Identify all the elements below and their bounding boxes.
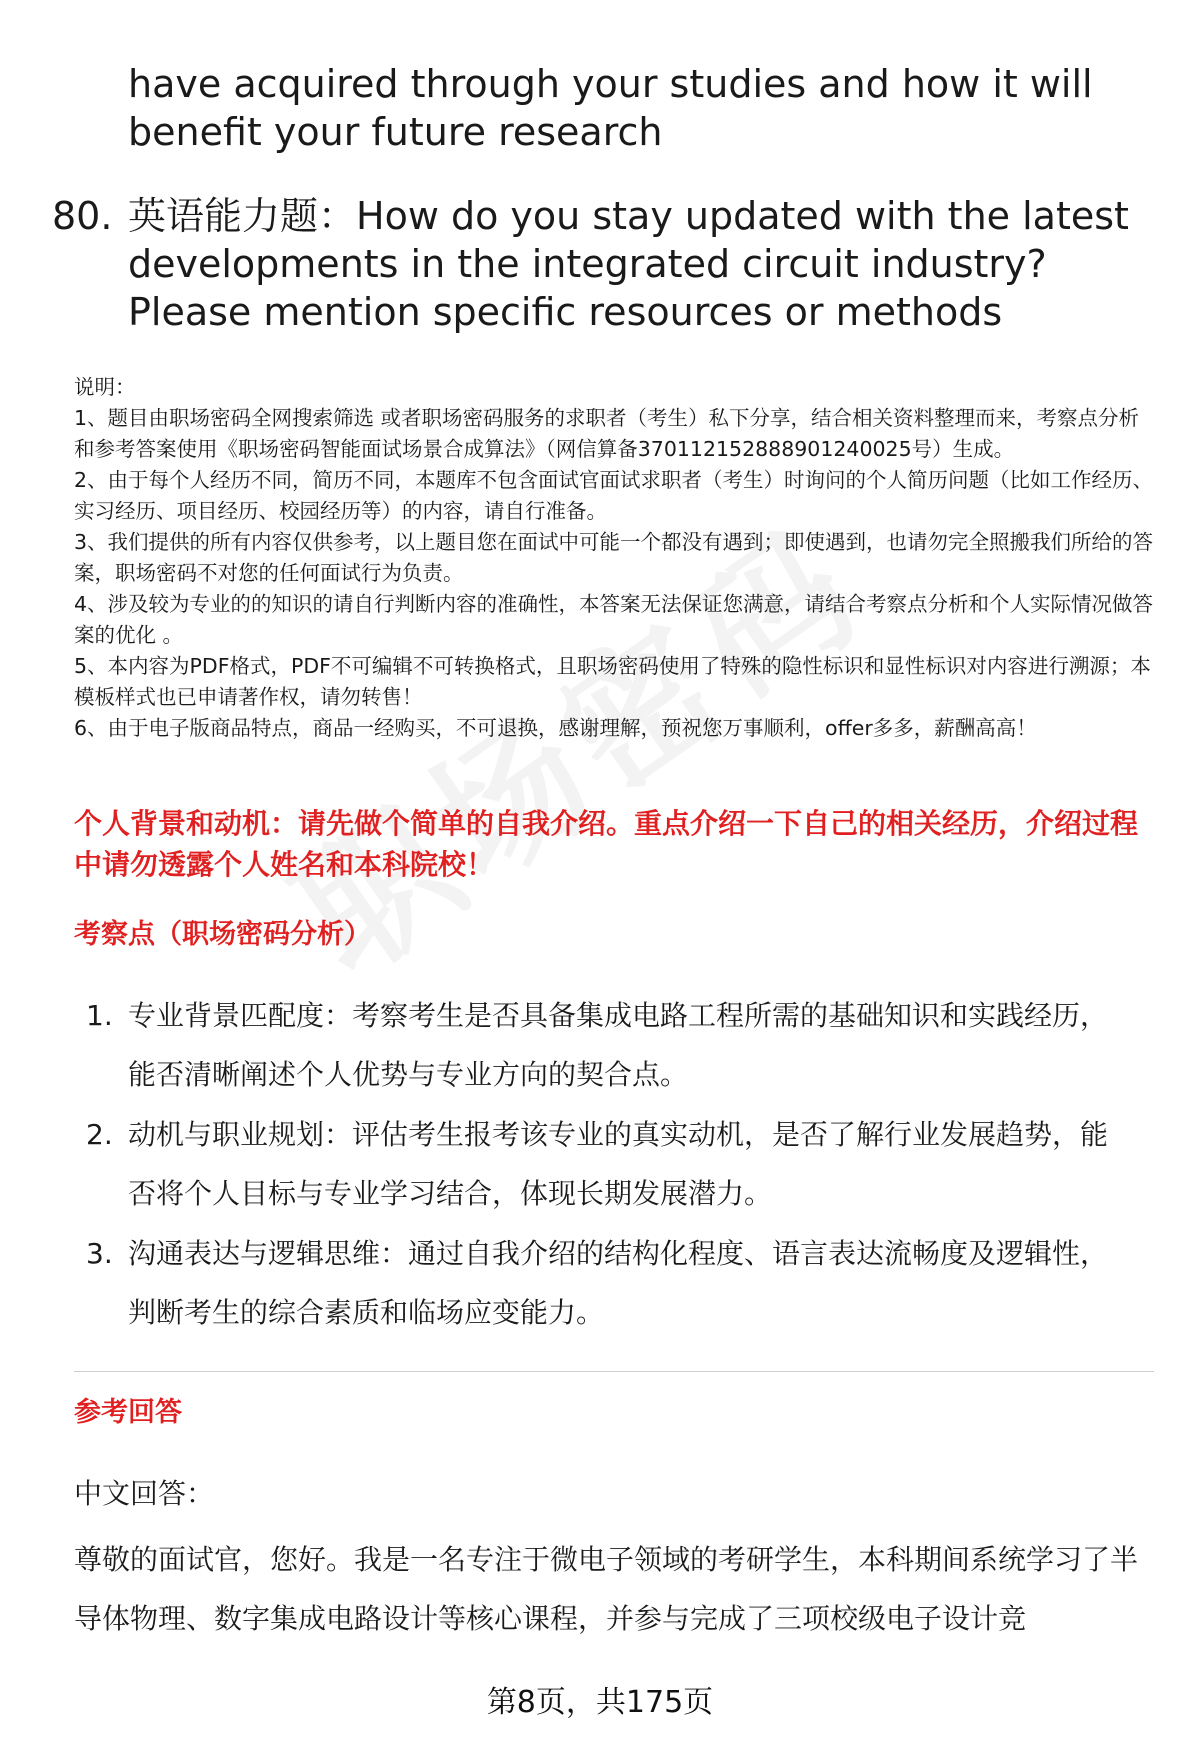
note-item: 3、我们提供的所有内容仅供参考，以上题目您在面试中可能一个都没有遇到；即使遇到，也请勿完全照搬我们所给的答案，职场密码不对您的任何面试行为负责。 [74,530,1154,585]
page-footer: 第8页，共175页 [486,1685,714,1720]
chinese-answer-label: 中文回答： [74,1477,215,1510]
point-text: 专业背景匹配度：考察考生是否具备集成电路工程所需的基础知识和实践经历，能否清晰阐述个人优势与专业方向的契合点。 [128,999,1109,1091]
point-number: 2. [86,1118,113,1151]
point-text: 动机与职业规划：评估考生报考该专业的真实动机，是否了解行业发展趋势，能否将个人目标与专业学习结合，体现长期发展潜力。 [128,1118,1109,1210]
background-question: 个人背景和动机：请先做个简单的自我介绍。重点介绍一下自己的相关经历，介绍过程中请勿透露个人姓名和本科院校！ [74,807,1139,881]
analysis-point [74,986,1134,1104]
point-number: 1. [86,999,113,1032]
note-item: 5、本内容为PDF格式，PDF不可编辑不可转换格式，且职场密码使用了特殊的隐性标识和显性标识对内容进行溯源；本模板样式也已申请著作权，请勿转售！ [74,654,1151,709]
note-item: 2、由于每个人经历不同，简历不同，本题库不包含面试官面试求职者（考生）时询问的个人简历问题（比如工作经历、实习经历、项目经历、校园经历等）的内容，请自行准备。 [74,468,1154,523]
point-text: 沟通表达与逻辑思维：通过自我介绍的结构化程度、语言表达流畅度及逻辑性，判断考生的综合素质和临场应变能力。 [128,1237,1109,1329]
notes-title: 说明： [74,375,136,399]
question-text: 英语能力题：How do you stay updated with the latest developments in the integrated circuit industry? Please mention specific resources or methods [128,194,1129,334]
point-number: 3. [86,1237,113,1270]
notes-section [74,372,1154,744]
note-item: 1、题目由职场密码全网搜索筛选 或者职场密码服务的求职者（考生）私下分享，结合相关资料整理而来，考察点分析和参考答案使用《职场密码智能面试场景合成算法》（网信算备370112152888901240025号）生成。 [74,406,1140,461]
analysis-points [74,986,1134,1343]
reference-answer: 尊敬的面试官，您好。我是一名专注于微电子领域的考研学生，本科期间系统学习了半导体物理、数字集成电路设计等核心课程，并参与完成了三项校级电子设计竞 [74,1543,1139,1635]
question-continuation: have acquired through your studies and how it will benefit your future research [128,62,1093,154]
note-item: 4、涉及较为专业的的知识的请自行判断内容的准确性，本答案无法保证您满意，请结合考察点分析和个人实际情况做答案的优化 。 [74,592,1154,647]
question-number: 80. [52,194,113,238]
analysis-point [74,1224,1134,1342]
note-item: 6、由于电子版商品特点，商品一经购买，不可退换，感谢理解，预祝您万事顺利，offer多多，薪酬高高！ [74,716,1037,740]
analysis-point [74,1105,1134,1223]
reference-title: 参考回答 [74,1397,182,1428]
section-divider [74,1371,1154,1372]
analysis-title: 考察点（职场密码分析） [74,919,371,950]
